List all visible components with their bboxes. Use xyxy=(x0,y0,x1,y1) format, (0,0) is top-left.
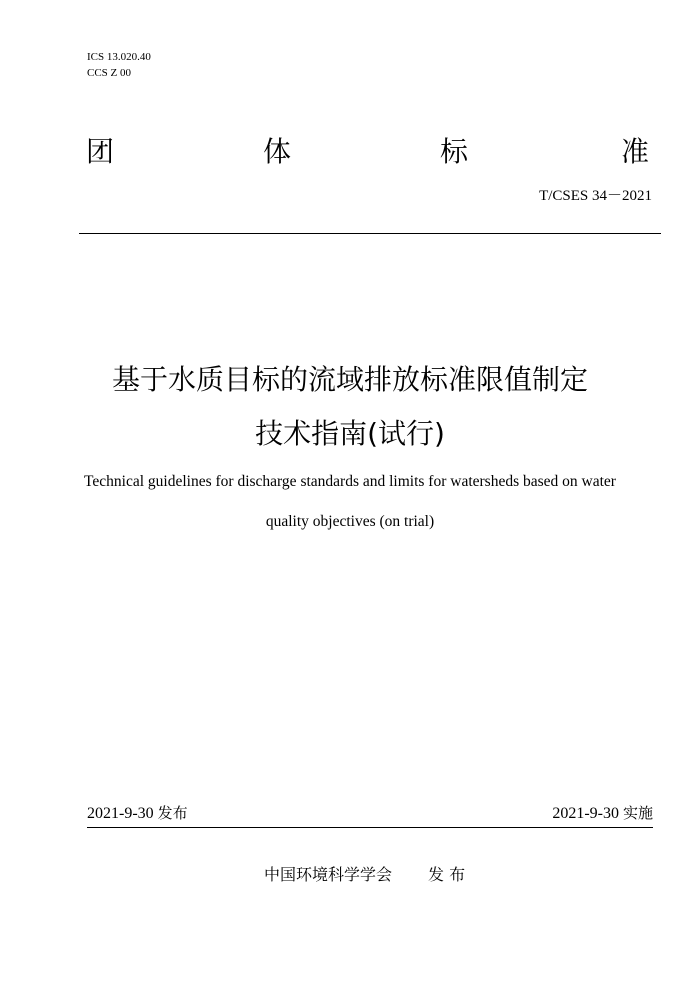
header-divider xyxy=(79,233,661,234)
implement-date-line xyxy=(552,803,653,824)
publisher-name: 中国环境科学学会 xyxy=(264,865,393,884)
title-chinese-line-2: 技术指南(试行) xyxy=(255,417,445,450)
issue-date-line xyxy=(87,803,188,824)
publisher-action: 发 布 xyxy=(428,865,466,884)
standard-type-char-3: 标 xyxy=(440,135,469,168)
implement-date: 2021-9-30 xyxy=(552,805,619,822)
standard-type-char-4: 准 xyxy=(621,135,650,168)
ccs-code: CCS Z 00 xyxy=(87,67,132,79)
ics-code: ICS 13.020.40 xyxy=(87,51,151,63)
standard-type-char-1: 团 xyxy=(86,135,115,168)
implement-label: 实施 xyxy=(622,804,653,822)
issue-date: 2021-9-30 xyxy=(87,805,154,822)
title-english-line-2: quality objectives (on trial) xyxy=(265,513,435,530)
issue-label: 发布 xyxy=(157,804,188,822)
title-english-line-1: Technical guidelines for discharge standards and limits for watersheds based on water xyxy=(84,473,616,490)
standard-number: T/CSES 34－2021 xyxy=(539,188,652,204)
title-chinese-line-1: 基于水质目标的流域排放标准限值制定 xyxy=(111,363,588,396)
standard-type-char-2: 体 xyxy=(263,135,292,168)
footer-divider xyxy=(87,827,653,828)
